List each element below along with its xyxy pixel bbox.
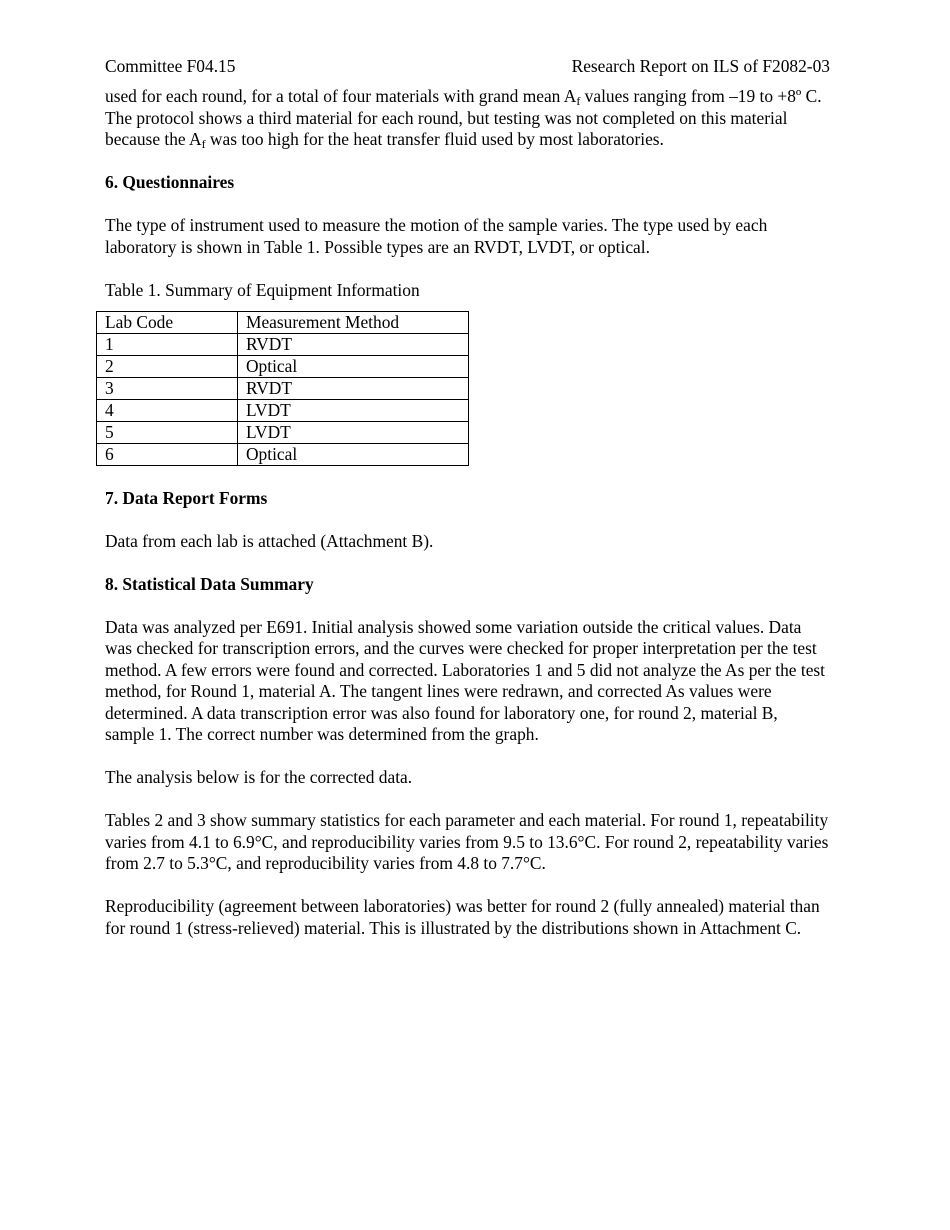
section-7-paragraph: Data from each lab is attached (Attachment B). [105,530,434,551]
table-row [97,400,469,422]
equipment-table [96,311,469,466]
section-8-paragraph-4: Reproducibility (agreement between laboratories) was better for round 2 (fully annealed) material than for round 1 (stress-relieved) material. This is illustrated by the distributions shown in Attachment C. [105,896,820,938]
section-8-paragraph-1: Data was analyzed per E691. Initial analysis showed some variation outside the critical values. Data was checked for transcription errors, and the curves were checked for proper interpretation per the test method. A few errors were found and corrected. Laboratories 1 and 5 did not analyze the As per the test method, for Round 1, material A. The tangent lines were redrawn, and corrected As values were determined. A data transcription error was also found for laboratory one, for round 2, material B, sample 1. The correct number was determined from the graph. [105,616,826,744]
table-row [97,378,469,400]
table-row [97,334,469,356]
section-6-paragraph: The type of instrument used to measure the motion of the sample varies. The type used by each laboratory is shown in Table 1. Possible types are an RVDT, LVDT, or optical. [105,215,768,257]
section-8-paragraph-3: Tables 2 and 3 show summary statistics for each parameter and each material. For round 1, repeatability varies from 4.1 to 6.9°C, and reproducibility varies from 9.5 to 13.6°C. For round 2, repeatability varies from 2.7 to 5.3°C, and reproducibility varies from 4.8 to 7.7°C. [105,810,829,873]
header-report-title: Research Report on ILS of F2082-03 [571,56,830,76]
document-page [105,56,830,939]
table-header-cell: Measurement Method [238,312,469,334]
table-cell-method: LVDT [238,400,469,422]
section-6-heading: 6. Questionnaires [105,172,235,192]
table-cell-lab-code: 4 [97,400,238,422]
table-header-row [97,312,469,334]
intro-subscript-1: f [576,94,581,108]
table-1-caption: Table 1. Summary of Equipment Information [105,279,420,300]
table-cell-lab-code: 3 [97,378,238,400]
section-8-heading: 8. Statistical Data Summary [105,573,314,594]
intro-text-2: values ranging from –19 to +8º C. The protocol shows a third material for each round, but testing was not completed on this material because the A [105,86,822,149]
table-header-cell: Lab Code [97,312,238,334]
table-cell-lab-code: 6 [97,444,238,466]
table-row [97,422,469,444]
table-cell-method: Optical [238,356,469,378]
table-cell-lab-code: 5 [97,422,238,444]
intro-text-3: was too high for the heat transfer fluid used by most laboratories. [205,129,664,149]
intro-text-1: used for each round, for a total of four materials with grand mean A [105,86,577,106]
header-committee: Committee F04.15 [105,56,236,76]
table-cell-lab-code: 2 [97,356,238,378]
intro-subscript-2: f [201,137,206,151]
table-cell-lab-code: 1 [97,334,238,356]
section-7-heading: 7. Data Report Forms [105,487,268,508]
table-cell-method: LVDT [238,422,469,444]
intro-paragraph [105,86,830,151]
table-cell-method: RVDT [238,378,469,400]
table-cell-method: Optical [238,444,469,466]
table-cell-method: RVDT [238,334,469,356]
page-header [105,56,830,78]
table-row [97,444,469,466]
table-row [97,356,469,378]
section-8-paragraph-2: The analysis below is for the corrected data. [105,767,413,787]
